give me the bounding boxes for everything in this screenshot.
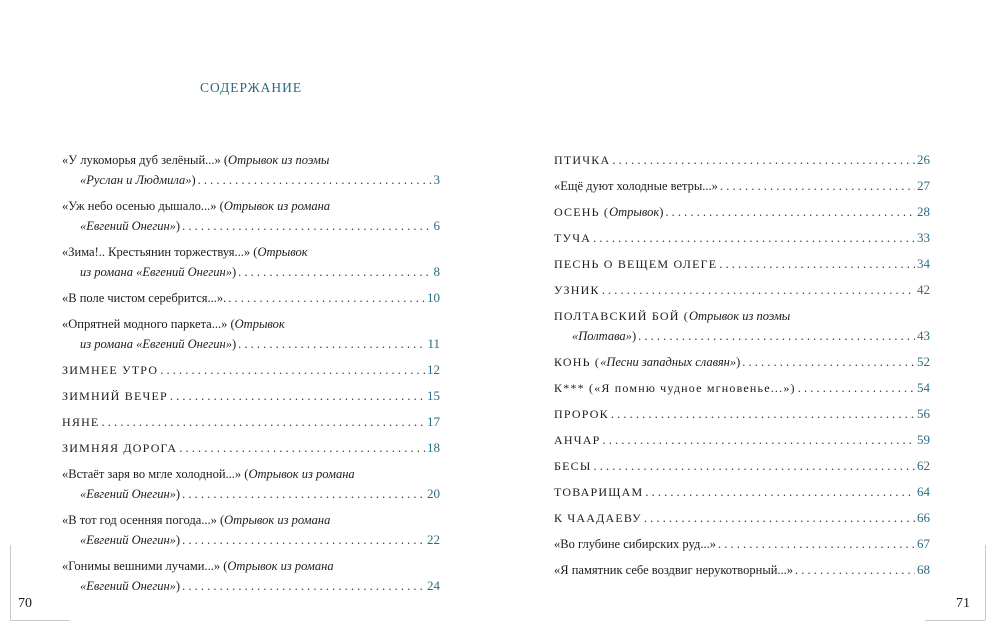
toc-line: [62, 150, 440, 170]
toc-line: [554, 534, 930, 554]
entry-subtitle: Отрывок из романа: [224, 513, 331, 527]
page-number: 27: [917, 178, 930, 193]
leader-dots: [182, 576, 425, 596]
toc-entry[interactable]: [62, 556, 440, 602]
toc-line: [554, 404, 930, 424]
entry-subtitle: Отрывок: [234, 317, 285, 331]
entry-title-tail: ): [175, 579, 181, 593]
page-number: 24: [427, 578, 440, 593]
toc-line: [62, 438, 440, 458]
toc-line: [554, 482, 930, 502]
page-number-right: 71: [956, 596, 970, 611]
entry-title: УЗНИК: [554, 283, 600, 297]
leader-dots: [101, 412, 425, 432]
folio-rule-left: [10, 545, 11, 620]
entry-subtitle: Отрывок из романа: [227, 559, 334, 573]
toc-line: [554, 306, 930, 326]
entry-subtitle: Отрывок из романа: [223, 199, 331, 213]
page-number: 3: [433, 172, 440, 187]
page-number: 8: [433, 264, 440, 279]
entry-subtitle: «Евгений Онегин»: [80, 219, 176, 233]
toc-entry[interactable]: [554, 404, 930, 430]
page-number: 20: [427, 486, 440, 501]
toc-line: [554, 202, 930, 222]
toc-line: [62, 334, 440, 354]
toc-entry[interactable]: [62, 150, 440, 196]
leader-dots: [182, 216, 431, 236]
leader-dots: [665, 202, 915, 222]
page-number: 33: [917, 230, 930, 245]
toc-entry[interactable]: [554, 280, 930, 306]
entry-subtitle: «Руслан и Людмила»: [80, 173, 192, 187]
folio-rule-right: [985, 545, 986, 620]
toc-entry[interactable]: [62, 196, 440, 242]
page-number: 6: [433, 218, 440, 233]
toc-line: [62, 576, 440, 596]
leader-dots: [179, 438, 425, 458]
toc-entry[interactable]: [62, 386, 440, 412]
leader-dots: [238, 262, 431, 282]
entry-title: «Гонимы вешними лучами...» (: [62, 559, 228, 573]
toc-line: [62, 314, 440, 334]
leader-dots: [644, 508, 915, 528]
leader-dots: [170, 386, 425, 406]
page-title: СОДЕРЖАНИЕ: [200, 80, 303, 95]
toc-left-column: [62, 150, 440, 602]
page-number: 52: [917, 354, 930, 369]
page-number: 17: [427, 414, 440, 429]
leader-dots: [238, 334, 425, 354]
toc-entry[interactable]: [554, 150, 930, 176]
toc-line: [62, 196, 440, 216]
entry-title: НЯНЕ: [62, 415, 100, 429]
entry-title: ЗИМНИЙ ВЕЧЕР: [62, 389, 168, 403]
page-number: 26: [917, 152, 930, 167]
entry-title: «В поле чистом серебрится...».: [62, 291, 227, 305]
toc-line: [554, 456, 930, 476]
toc-entry[interactable]: [554, 352, 930, 378]
toc-line: [554, 430, 930, 450]
leader-dots: [719, 254, 915, 274]
entry-title: «Встаёт заря во мгле холодной...» (: [62, 467, 249, 481]
toc-entry[interactable]: [554, 560, 930, 586]
toc-right-column: [554, 150, 930, 586]
page-number: 68: [917, 562, 930, 577]
entry-title-tail: ): [191, 173, 196, 187]
toc-entry[interactable]: [554, 306, 930, 352]
entry-title: ПТИЧКА: [554, 153, 611, 167]
leader-dots: [182, 530, 425, 550]
entry-title: «Зима!.. Крестьянин торжествуя...» (: [62, 245, 258, 259]
toc-line: [62, 510, 440, 530]
page-number: 67: [917, 536, 930, 551]
entry-title-tail: ): [659, 205, 664, 219]
page-number: 66: [917, 510, 930, 525]
entry-title: ПОЛТАВСКИЙ БОЙ (: [554, 309, 689, 323]
page-number: 34: [917, 256, 930, 271]
toc-entry[interactable]: [62, 412, 440, 438]
entry-title: ОСЕНЬ (: [554, 205, 610, 219]
entry-title: «Ещё дуют холодные ветры...»: [554, 179, 718, 193]
toc-line: [62, 556, 440, 576]
leader-dots: [160, 360, 425, 380]
entry-title: АНЧАР: [554, 433, 601, 447]
leader-dots: [611, 404, 915, 424]
leader-dots: [720, 176, 915, 196]
page-number: 11: [427, 336, 440, 351]
entry-subtitle: «Полтава»: [572, 329, 632, 343]
entry-title: «У лукоморья дуб зелёный...» (: [62, 153, 229, 167]
toc-line: [554, 560, 930, 580]
entry-title-tail: ): [736, 355, 741, 369]
toc-line: [62, 170, 440, 190]
page-number: 43: [917, 328, 930, 343]
entry-title: «Во глубине сибирских руд...»: [554, 537, 716, 551]
entry-title: ЗИМНЕЕ УТРО: [62, 363, 159, 377]
leader-dots: [182, 484, 425, 504]
toc-line: [554, 352, 930, 372]
entry-title: ЗИМНЯЯ ДОРОГА: [62, 441, 178, 455]
toc-entry[interactable]: [62, 438, 440, 464]
toc-line: [62, 464, 440, 484]
leader-dots: [798, 378, 915, 398]
leader-dots: [602, 430, 915, 450]
page-number-left: 70: [18, 596, 32, 611]
toc-entry[interactable]: [554, 430, 930, 456]
leader-dots: [593, 228, 915, 248]
page-number: 42: [917, 282, 930, 297]
leader-dots: [795, 560, 915, 580]
folio-rule-left-bottom: [10, 620, 70, 621]
entry-subtitle: Отрывок из романа: [248, 467, 355, 481]
leader-dots: [645, 482, 915, 502]
entry-title: ТУЧА: [554, 231, 592, 245]
entry-title: К*** («Я помню чудное мгновенье...»): [554, 381, 796, 395]
toc-entry[interactable]: [62, 288, 440, 314]
entry-title-tail: ): [175, 487, 181, 501]
toc-entry[interactable]: [554, 456, 930, 482]
leader-dots: [612, 150, 915, 170]
leader-dots: [602, 280, 915, 300]
entry-title-tail: ): [175, 533, 181, 547]
toc-line: [554, 378, 930, 398]
toc-line: [62, 484, 440, 504]
entry-title: К ЧААДАЕВУ: [554, 511, 642, 525]
entry-subtitle: из романа «Евгений Онегин»: [80, 265, 232, 279]
toc-entry[interactable]: [62, 510, 440, 556]
toc-entry[interactable]: [554, 202, 930, 228]
entry-title: КОНЬ (: [554, 355, 601, 369]
toc-line: [62, 242, 440, 262]
toc-entry[interactable]: [62, 314, 440, 360]
entry-subtitle: Отрывок: [257, 245, 308, 259]
toc-entry[interactable]: [554, 228, 930, 254]
toc-line: [554, 150, 930, 170]
page-number: 54: [917, 380, 930, 395]
entry-subtitle: «Евгений Онегин»: [80, 579, 176, 593]
leader-dots: [594, 456, 916, 476]
entry-subtitle: Отрывок из поэмы: [228, 153, 330, 167]
page-number: 10: [427, 290, 440, 305]
toc-entry[interactable]: [62, 464, 440, 510]
entry-subtitle: Отрывок: [609, 205, 660, 219]
page-number: 12: [427, 362, 440, 377]
entry-title: ПЕСНЬ О ВЕЩЕМ ОЛЕГЕ: [554, 257, 718, 271]
page-number: 59: [917, 432, 930, 447]
page-number: 56: [917, 406, 930, 421]
toc-line: [554, 326, 930, 346]
toc-entry[interactable]: [554, 534, 930, 560]
toc-entry[interactable]: [62, 242, 440, 288]
entry-subtitle: «Евгений Онегин»: [80, 487, 176, 501]
toc-line: [554, 254, 930, 274]
toc-entry[interactable]: [554, 378, 930, 404]
toc-line: [62, 288, 440, 308]
toc-line: [62, 262, 440, 282]
toc-line: [554, 508, 930, 528]
toc-entry[interactable]: [554, 508, 930, 534]
folio-rule-right-bottom: [925, 620, 985, 621]
toc-entry[interactable]: [554, 176, 930, 202]
entry-title-tail: ): [631, 329, 637, 343]
toc-line: [554, 228, 930, 248]
toc-line: [62, 412, 440, 432]
page-number: 18: [427, 440, 440, 455]
toc-entry[interactable]: [554, 254, 930, 280]
toc-line: [554, 280, 930, 300]
leader-dots: [198, 170, 432, 190]
entry-title-tail: ): [232, 337, 237, 351]
leader-dots: [228, 288, 425, 308]
entry-title-tail: ): [175, 219, 181, 233]
toc-line: [62, 530, 440, 550]
entry-subtitle: Отрывок из поэмы: [688, 309, 791, 323]
toc-line: [62, 216, 440, 236]
toc-entry[interactable]: [554, 482, 930, 508]
toc-line: [62, 360, 440, 380]
page-number: 64: [917, 484, 930, 499]
entry-subtitle: «Песни западных славян»: [600, 355, 737, 369]
toc-line: [554, 176, 930, 196]
toc-entry[interactable]: [62, 360, 440, 386]
entry-subtitle: из романа «Евгений Онегин»: [80, 337, 232, 351]
leader-dots: [638, 326, 915, 346]
toc-line: [62, 386, 440, 406]
entry-subtitle: «Евгений Онегин»: [80, 533, 176, 547]
entry-title: ПРОРОК: [554, 407, 609, 421]
leader-dots: [742, 352, 915, 372]
page-number: 15: [427, 388, 440, 403]
leader-dots: [718, 534, 915, 554]
entry-title: «Опрятней модного паркета...» (: [62, 317, 235, 331]
entry-title-tail: ): [232, 265, 237, 279]
entry-title: БЕСЫ: [554, 459, 592, 473]
page-number: 62: [917, 458, 930, 473]
entry-title: «Уж небо осенью дышало...» (: [62, 199, 224, 213]
page-number: 28: [917, 204, 930, 219]
entry-title: «В тот год осенняя погода...» (: [62, 513, 225, 527]
entry-title: «Я памятник себе воздвиг нерукотворный...»: [554, 563, 794, 577]
page-number: 22: [427, 532, 440, 547]
entry-title: ТОВАРИЩАМ: [554, 485, 644, 499]
